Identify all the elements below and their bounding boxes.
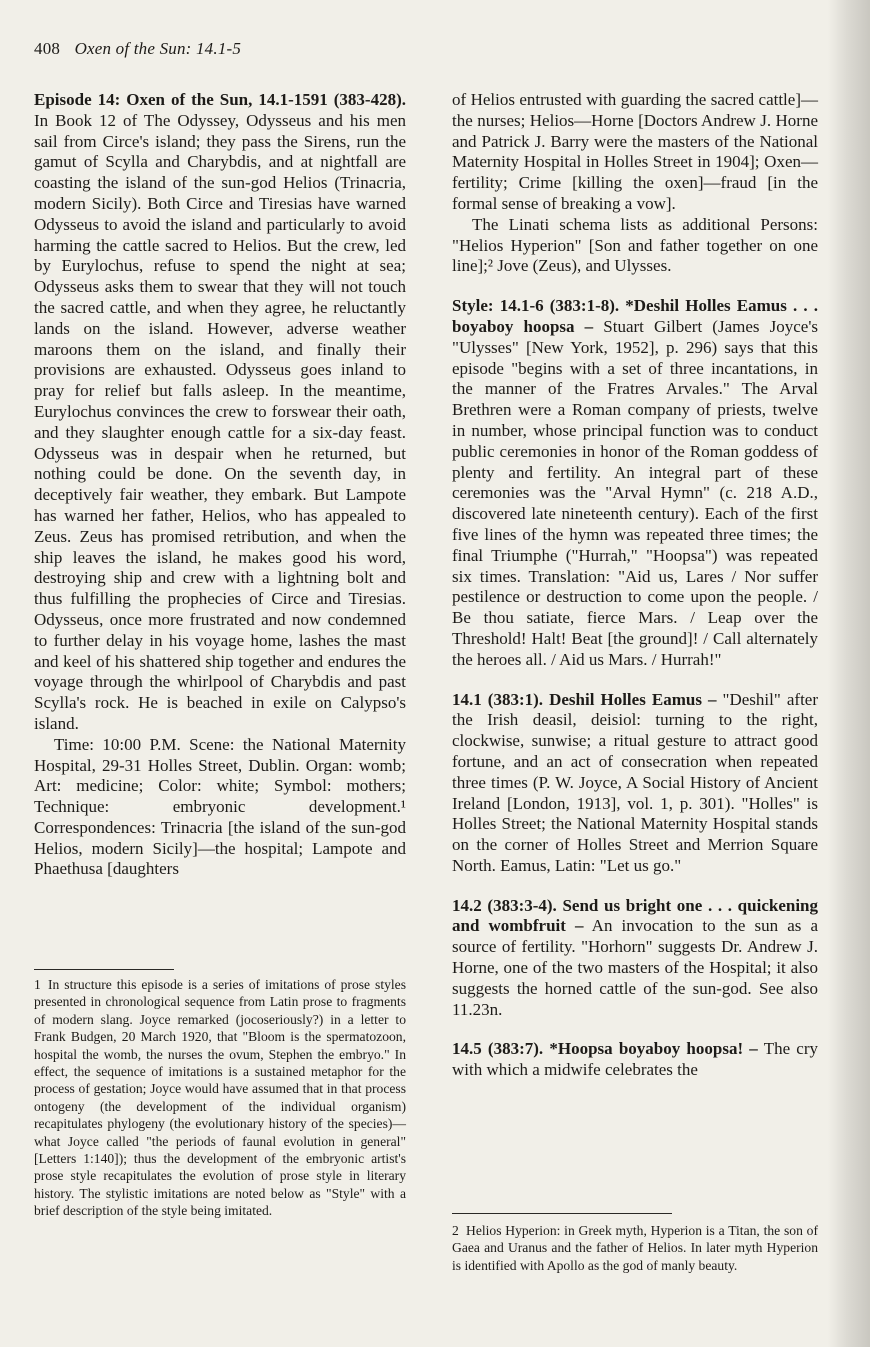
linati-paragraph: The Linati schema lists as additional Persons: "Helios Hyperion" [Son and father together on one line];² Jove (Zeus), and Ulysses. bbox=[452, 214, 818, 276]
page-gutter-shadow bbox=[828, 0, 870, 1347]
running-title: Oxen of the Sun: 14.1-5 bbox=[74, 39, 242, 58]
episode-summary: In Book 12 of The Odyssey, Odysseus and his men sail from Circe's island; they pass the Sirens, run the gamut of Scylla and Charybdis, and at nightfall are coasting the island of the sun-god Helios (Trinacria, modern Sicily). Both Circe and Tiresias have warned Odysseus to avoid the island and particularly to avoid harming the cattle sacred to Helios. But the crew, led by Eurylochus, refuse to spend the night at sea; Odysseus asks them to swear that they will not touch the sacred cattle, and when they agree, he reluctantly lands on the island. However, adverse weather maroons them on the island, and finally their provisions are exhausted. Odysseus goes inland to pray for relief but falls asleep. In the meantime, Eurylochus convinces the crew to forswear their oath, and they slaughter enough cattle for a six-day feast. Odysseus was in despair when he returned, but nothing could be done. On the seventh day, in deceptively fair weather, they embark. But Lampote has warned her father, Helios, who has appealed to Zeus. Zeus has promised retribution, and when the ship leaves the island, he makes good his word, destroying ship and crew with a lightning bolt and thus fulfilling the prophecies of Circe and Tiresias. Odysseus, once more frustrated and now condemned to further delay in his voyage home, lashes the mast and keel of his shattered ship together and endures the voyage through the whirlpool of Charybdis and past Scylla's rock. He is beached in exile on Calypso's island. bbox=[34, 110, 406, 733]
schema-paragraph: Time: 10:00 P.M. Scene: the National Maternity Hospital, 29-31 Holles Street, Dublin. Organ: womb; Art: medicine; Color: white; Symbol: mothers; Technique: embryonic development.¹ Correspondences: Trinacria [the island of the sun-god Helios, modern Sicily]—the hospital; Lampote and Phaethusa [daughters bbox=[34, 734, 406, 879]
entry-body: "Deshil" after the Irish deasil, deisiol: turning to the right, clockwise, sunwise; a ritual gesture to attract good fortune, and an act of consecration when repeated three times (P. W. Joyce, A Social History of Ancient Ireland [London, 1913], vol. 1, p. 301). "Holles" is Holles Street; the National Maternity Hospital stands on the corner of Holles Street and Merrion Square North. Eamus, Latin: "Let us go." bbox=[452, 689, 818, 875]
continued-paragraph: of Helios entrusted with guarding the sacred cattle]—the nurses; Helios—Horne [Doctors Andrew J. Horne and Patrick J. Barry were the masters of the National Maternity Hospital in Holles Street in 1904]; Oxen—fertility; Crime [killing the oxen]—fraud [in the formal sense of breaking a vow]. bbox=[452, 90, 818, 213]
footnote-1 bbox=[34, 976, 406, 1220]
episode-intro bbox=[34, 90, 406, 735]
left-column bbox=[34, 90, 406, 880]
entry-body: An invocation to the sun as a source of fertility. "Horhorn" suggests Dr. Andrew J. Horne, one of the two masters of the Hospital; it also suggests the horned cattle of the sun-god. See also 11.23n. bbox=[452, 916, 819, 1019]
footnote-number: 1 bbox=[34, 977, 41, 992]
footnote-rule bbox=[34, 969, 174, 970]
footnote-text: Helios Hyperion: in Greek myth, Hyperion is a Titan, the son of Gaea and Uranus and the father of Helios. In later myth Hyperion is identified with Apollo as the god of manly beauty. bbox=[452, 1223, 818, 1273]
annotation-entry bbox=[452, 296, 818, 670]
running-header bbox=[34, 39, 241, 59]
footnote-2 bbox=[452, 1222, 818, 1274]
annotation-entry bbox=[452, 896, 818, 1021]
page-number: 408 bbox=[34, 39, 61, 58]
entry-heading: 14.2 (383:3-4). Send us bright one . . . quickening and wombfruit – bbox=[452, 895, 818, 936]
footnote-rule bbox=[452, 1213, 672, 1214]
entry-body: The cry with which a midwife celebrates the bbox=[452, 1039, 819, 1080]
episode-heading: Episode 14: Oxen of the Sun, 14.1-1591 (383-428). bbox=[34, 90, 406, 109]
entry-heading: 14.1 (383:1). Deshil Holles Eamus – bbox=[452, 689, 717, 709]
entry-heading: Style: 14.1-6 (383:1-8). *Deshil Holles Eamus . . . boyaboy hoopsa – bbox=[452, 296, 818, 336]
footnote-number: 2 bbox=[452, 1223, 459, 1238]
annotation-entry bbox=[452, 1039, 818, 1081]
footnote-text: In structure this episode is a series of imitations of prose styles presented in chronological sequence from Latin prose to fragments of modern slang. Joyce remarked (jocoseriously?) in a letter to Frank Budgen, 20 March 1920, that "Bloom is the spermatozoon, hospital the womb, the nurses the ovum, Stephen the embryo." In effect, the sequence of imitations is a sustained metaphor for the process of gestation; Joyce would have assumed that in that process ontogeny (the development of the individual organism) recapitulates phylogeny (the evolutionary history of the species)—what Joyce called "the periods of faunal evolution in general" [Letters 1:140]); thus the development of the embryonic artist's prose style recapitulates the evolution of prose style in literary history. The stylistic imitations are noted below as "Style" with a brief description of the style being imitated. bbox=[34, 977, 406, 1219]
annotation-entry bbox=[452, 690, 818, 877]
entry-heading: 14.5 (383:7). *Hoopsa boyaboy hoopsa! – bbox=[452, 1039, 758, 1059]
right-column bbox=[452, 90, 818, 1081]
entry-body: Stuart Gilbert (James Joyce's "Ulysses" [New York, 1952], p. 296) says that this episode "begins with a set of three incantations, in the manner of the Fratres Arvales." The Arval Brethren were a Roman company of priests, twelve in number, whose principal function was to conduct public ceremonies in honor of the Roman goddess of plenty and fertility. An integral part of these ceremonies was the "Arval Hymn" (c. 218 A.D., discovered late nineteenth century). Each of the first five lines of the hymn was repeated three times; the final Triumphe ("Hurrah," "Hoopsa") was repeated six times. Translation: "Aid us, Lares / Nor suffer pestilence or destruction to come upon the people. / Be thou satiate, fierce Mars. / Leap over the Threshold! Halt! Beat [the ground]! / Call alternately the heroes all. / Aid us Mars. / Hurrah!" bbox=[452, 316, 819, 669]
